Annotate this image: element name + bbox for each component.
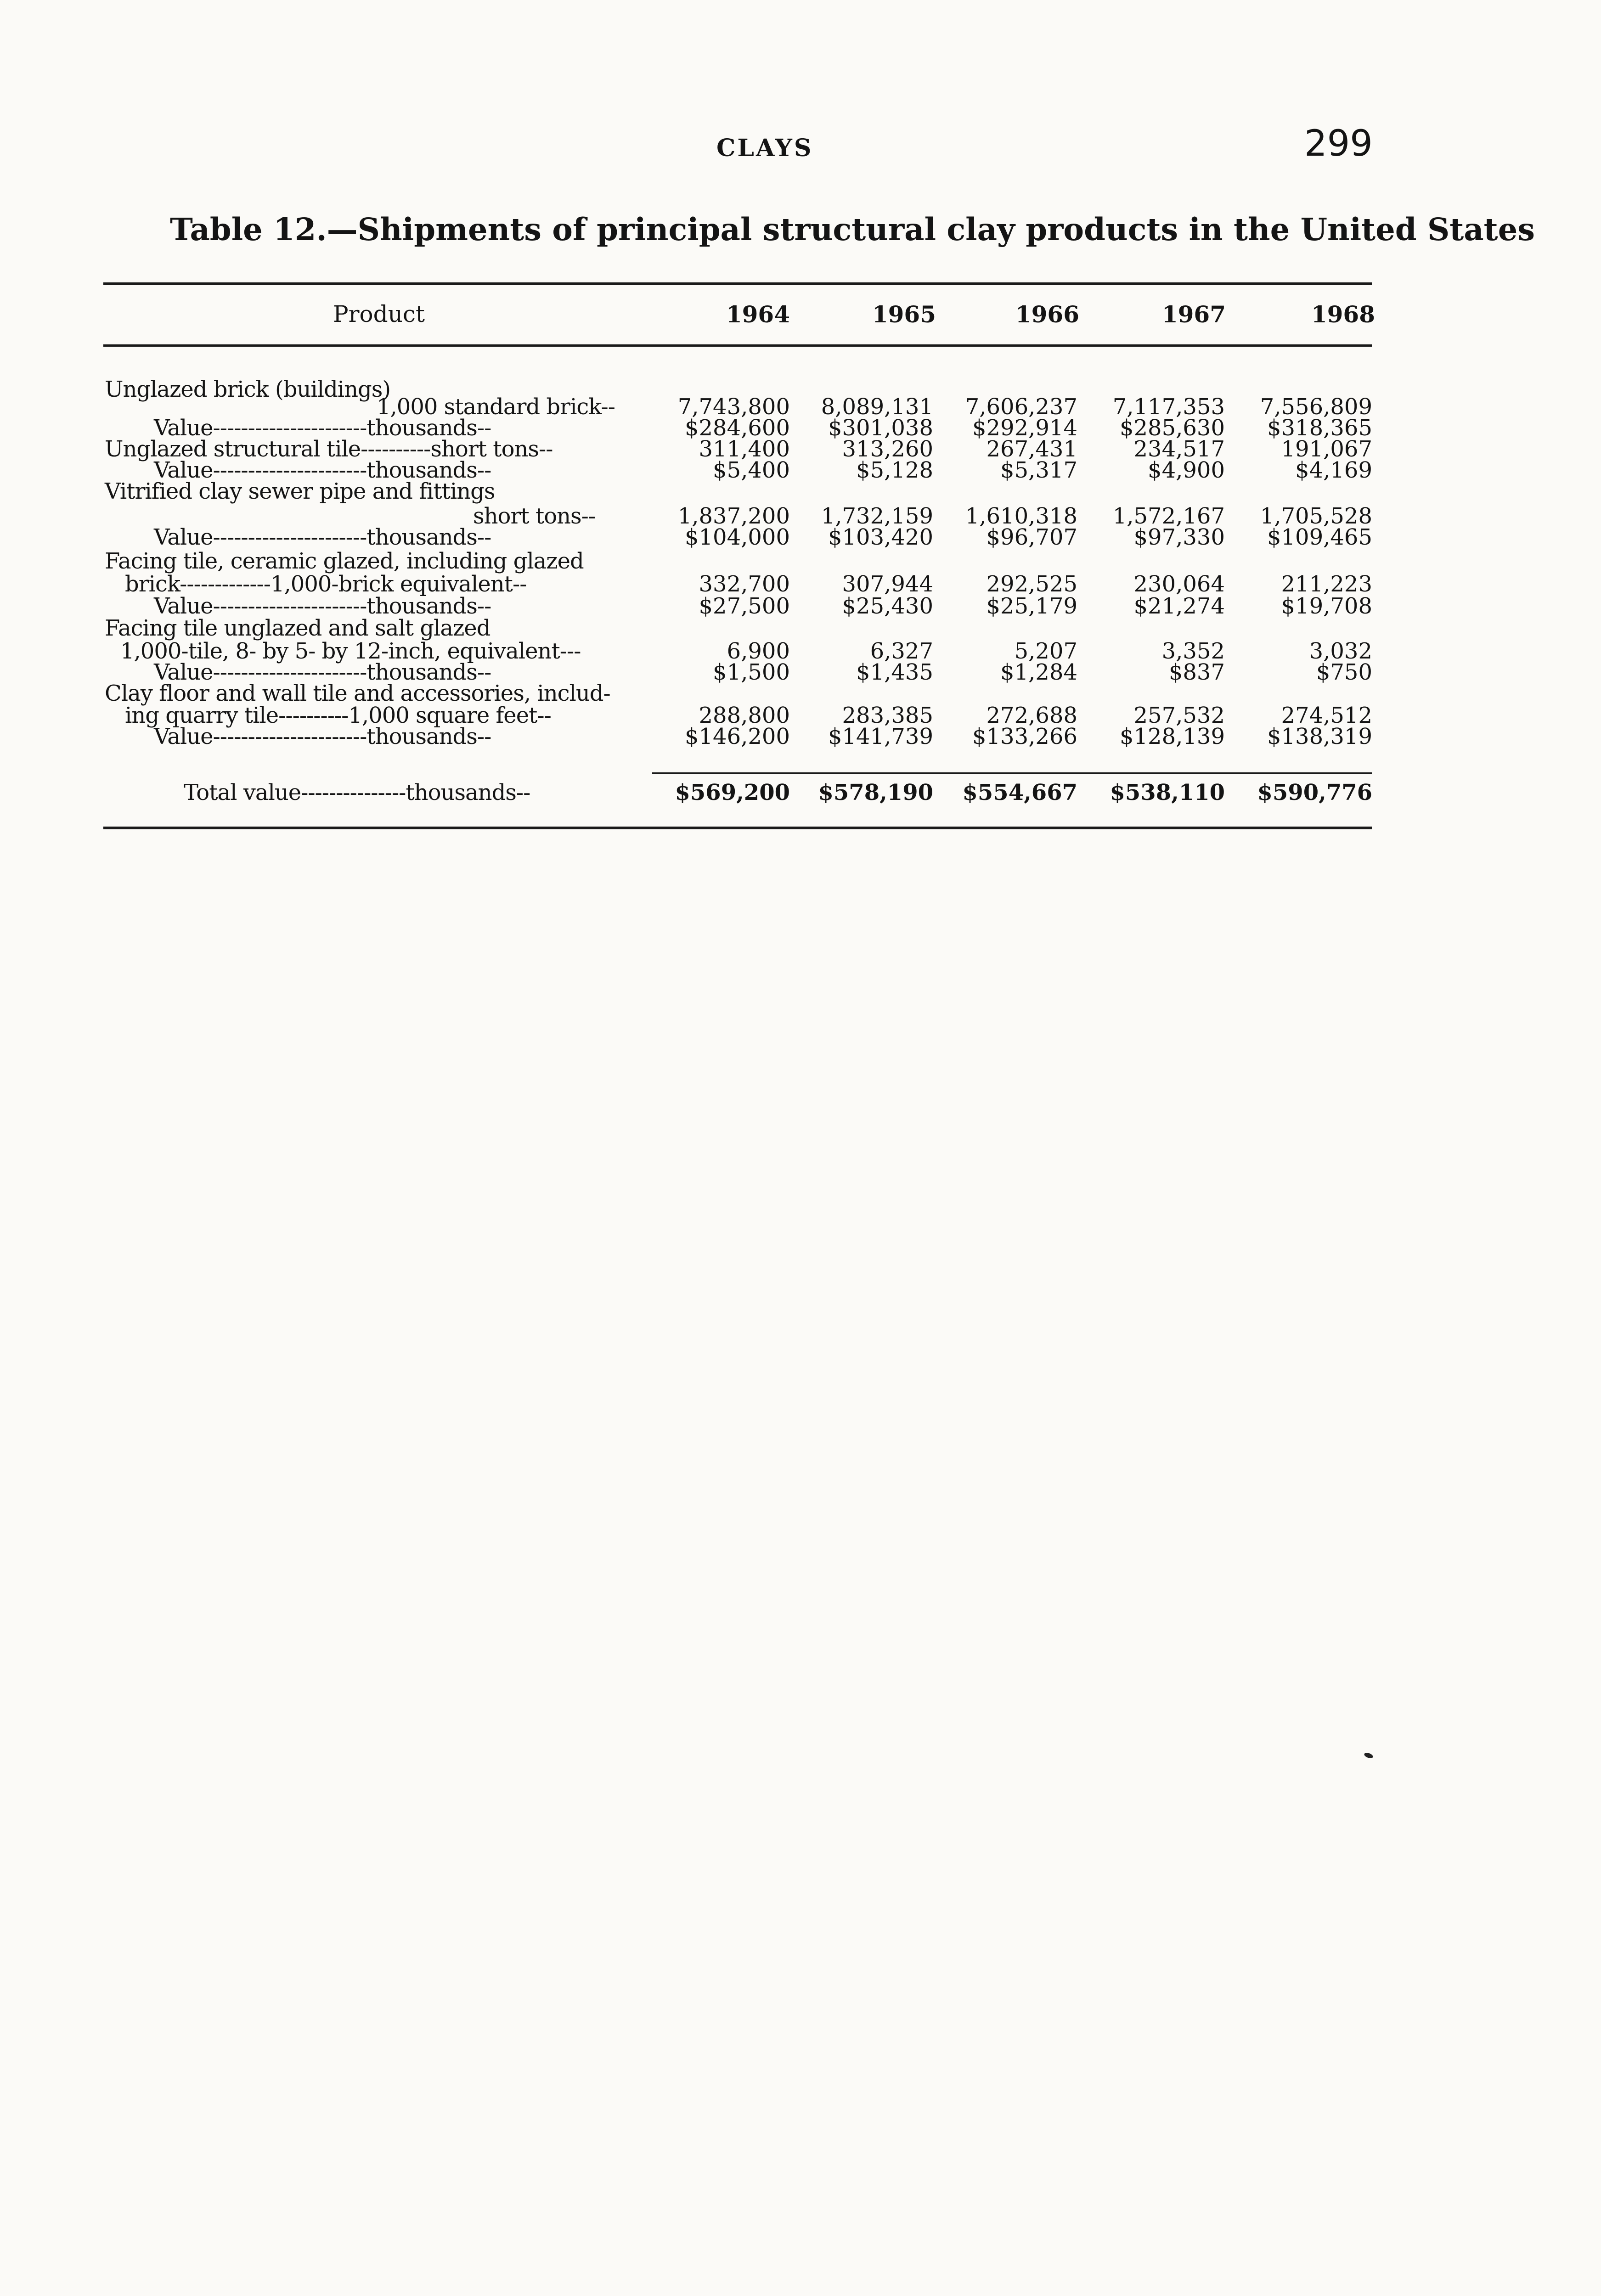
table-row	[0, 615, 1601, 641]
cell-1968: 1,705,528	[1260, 503, 1372, 529]
cell-1964: $146,200	[684, 724, 790, 749]
table-row	[0, 638, 1601, 664]
row-label: Value----------------------thousands--	[154, 724, 491, 749]
row-label: short tons--	[473, 503, 596, 529]
row-label: Facing tile unglazed and salt glazed	[105, 615, 490, 641]
row-label: ing quarry tile----------1,000 square feet--	[125, 703, 551, 728]
cell-1967: $97,330	[1133, 524, 1225, 550]
cell-1966: $25,179	[986, 593, 1077, 619]
column-header-1965: 1965	[872, 301, 936, 328]
table-top-rule	[103, 282, 1372, 285]
cell-1968: $4,169	[1295, 457, 1372, 483]
cell-1965: $25,430	[842, 593, 933, 619]
cell-1966: 272,688	[986, 703, 1077, 728]
cell-1966: $292,914	[972, 415, 1077, 441]
cell-1966: 7,606,237	[965, 394, 1077, 420]
cell-1966: $133,266	[972, 724, 1077, 749]
cell-1965: $5,128	[856, 457, 933, 483]
cell-1968: 274,512	[1281, 703, 1372, 728]
running-head: CLAYS	[716, 134, 813, 162]
table-row	[0, 703, 1601, 726]
column-header-1968: 1968	[1311, 301, 1375, 328]
total-cell-1965: $578,190	[818, 780, 933, 805]
row-label: Clay floor and wall tile and accessories, includ-	[105, 681, 610, 706]
cell-1967: $837	[1168, 659, 1225, 685]
table-row	[0, 436, 1601, 462]
cell-1964: 311,400	[699, 436, 790, 462]
table-row	[0, 659, 1601, 685]
row-label: Facing tile, ceramic glazed, including glazed	[105, 548, 584, 574]
cell-1967: 257,532	[1133, 703, 1225, 728]
cell-1966: 1,610,318	[965, 503, 1077, 529]
cell-1967: 234,517	[1133, 436, 1225, 462]
row-label: Value----------------------thousands--	[154, 415, 491, 441]
cell-1964: 7,743,800	[677, 394, 790, 420]
cell-1964: 1,837,200	[677, 503, 790, 529]
cell-1965: 313,260	[842, 436, 933, 462]
ink-speck	[1364, 1752, 1374, 1759]
table-row	[0, 478, 1601, 504]
column-header-product: Product	[333, 301, 425, 327]
cell-1965: $1,435	[856, 659, 933, 685]
row-label: Unglazed brick (buildings)	[105, 377, 391, 402]
cell-1968: $318,365	[1267, 415, 1372, 441]
cell-1966: 292,525	[986, 571, 1077, 597]
cell-1965: $141,739	[828, 724, 933, 749]
table-title: Table 12.—Shipments of principal structural clay products in the United States	[170, 211, 1535, 248]
cell-1967: $128,139	[1119, 724, 1225, 749]
cell-1964: $5,400	[713, 457, 790, 483]
cell-1964: $27,500	[699, 593, 790, 619]
cell-1964: $284,600	[684, 415, 790, 441]
cell-1966: 5,207	[1014, 638, 1077, 664]
total-rule	[652, 772, 1372, 774]
cell-1968: 7,556,809	[1260, 394, 1372, 420]
column-header-1966: 1966	[1015, 301, 1079, 328]
cell-1966: $5,317	[1000, 457, 1077, 483]
row-label: 1,000 standard brick--	[377, 394, 615, 420]
cell-1967: 3,352	[1161, 638, 1225, 664]
table-row	[0, 681, 1601, 706]
table-row	[0, 571, 1601, 597]
total-cell-1967: $538,110	[1110, 780, 1225, 805]
cell-1965: 283,385	[842, 703, 933, 728]
table-row	[0, 724, 1601, 747]
total-cell-1966: $554,667	[962, 780, 1077, 805]
table-row	[0, 394, 1601, 420]
cell-1965: 307,944	[842, 571, 933, 597]
row-label: 1,000-tile, 8- by 5- by 12-inch, equivalent---	[120, 638, 581, 664]
cell-1968: $138,319	[1267, 724, 1372, 749]
cell-1967: $21,274	[1133, 593, 1225, 619]
cell-1967: 1,572,167	[1112, 503, 1225, 529]
table-row	[0, 415, 1601, 441]
cell-1968: $19,708	[1281, 593, 1372, 619]
cell-1965: $103,420	[828, 524, 933, 550]
total-cell-1964: $569,200	[675, 780, 790, 805]
cell-1965: 1,732,159	[821, 503, 933, 529]
cell-1964: $104,000	[684, 524, 790, 550]
row-label: Value----------------------thousands--	[154, 457, 491, 483]
table-row	[0, 503, 1601, 529]
total-row	[0, 780, 1601, 803]
cell-1968: $109,465	[1267, 524, 1372, 550]
row-label: Value----------------------thousands--	[154, 593, 491, 619]
cell-1968: 3,032	[1309, 638, 1372, 664]
table-row	[0, 457, 1601, 483]
row-label: brick-------------1,000-brick equivalent--	[125, 571, 527, 597]
cell-1966: 267,431	[986, 436, 1077, 462]
table-row	[0, 548, 1601, 574]
row-label: Value----------------------thousands--	[154, 524, 491, 550]
total-label: Total value---------------thousands--	[184, 780, 530, 805]
column-header-1964: 1964	[726, 301, 790, 328]
cell-1965: $301,038	[828, 415, 933, 441]
header-bottom-rule	[103, 344, 1372, 347]
cell-1968: 191,067	[1281, 436, 1372, 462]
cell-1967: $4,900	[1148, 457, 1225, 483]
cell-1967: 230,064	[1133, 571, 1225, 597]
cell-1964: $1,500	[713, 659, 790, 685]
cell-1968: $750	[1316, 659, 1372, 685]
cell-1967: $285,630	[1119, 415, 1225, 441]
row-label: Value----------------------thousands--	[154, 659, 491, 685]
table-row	[0, 593, 1601, 619]
row-label: Unglazed structural tile----------short tons--	[105, 436, 553, 462]
cell-1967: 7,117,353	[1112, 394, 1225, 420]
table-bottom-rule	[103, 827, 1372, 829]
page-number: 299	[1304, 123, 1373, 164]
total-cell-1968: $590,776	[1257, 780, 1372, 805]
cell-1966: $96,707	[986, 524, 1077, 550]
cell-1965: 8,089,131	[821, 394, 933, 420]
cell-1968: 211,223	[1281, 571, 1372, 597]
cell-1966: $1,284	[1000, 659, 1077, 685]
row-label: Vitrified clay sewer pipe and fittings	[105, 478, 495, 504]
cell-1964: 288,800	[699, 703, 790, 728]
cell-1964: 6,900	[727, 638, 790, 664]
cell-1964: 332,700	[699, 571, 790, 597]
cell-1965: 6,327	[870, 638, 933, 664]
column-header-1967: 1967	[1161, 301, 1226, 328]
table-row	[0, 524, 1601, 550]
